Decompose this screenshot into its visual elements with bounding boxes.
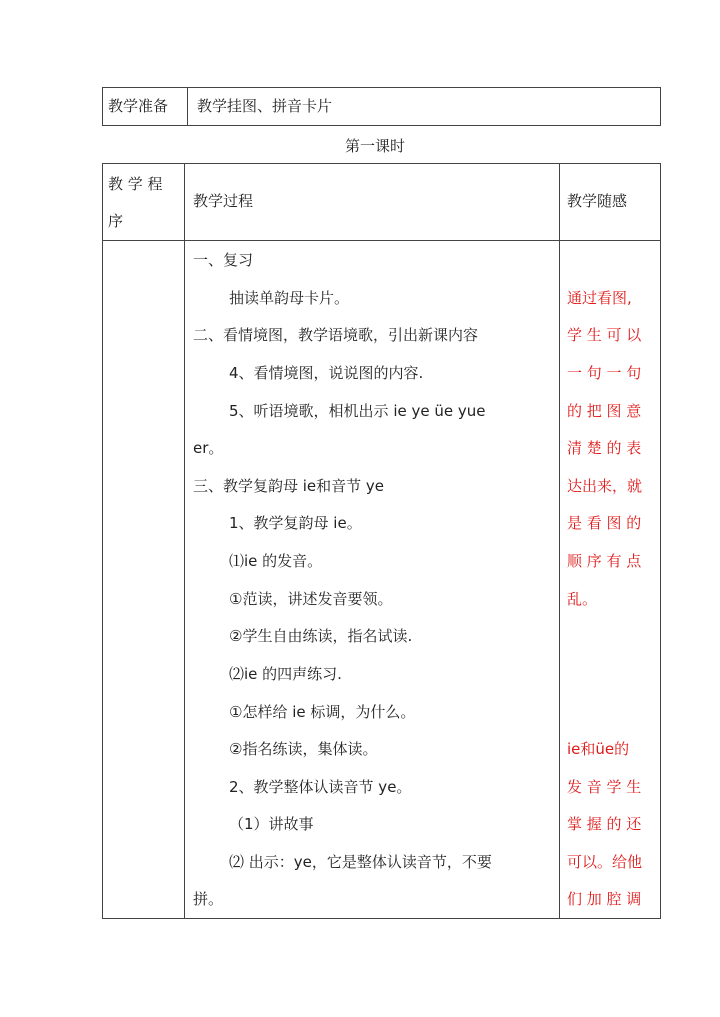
prep-value: 教学挂图、拼音卡片 [197,97,333,115]
process-line: ⑴ie 的发音。 [229,552,323,570]
process-line: er。 [193,439,224,457]
process-line: 拼。 [193,890,224,908]
prep-table-divider [187,87,188,126]
process-line: 4、看情境图，说说图的内容. [229,364,424,382]
process-line: 5、听语境歌，相机出示 ie ye üe yue [229,402,486,420]
prep-table-bottom-border [102,125,661,126]
header-procedure-line1: 教 学 程 [108,175,163,193]
lesson-table-bottom-border [102,918,661,919]
process-line: ②指名练读，集体读。 [229,740,378,758]
reflection-line: 一 句 一 句 [567,364,642,382]
reflection-line: 掌 握 的 还 [567,815,642,833]
reflection-line: 通过看图, [567,289,632,307]
reflection-line: 们 加 腔 调 [567,890,642,908]
process-line: ⑵ie 的四声练习. [229,665,342,683]
header-reflection: 教学随感 [567,192,628,210]
process-line: 1、教学复韵母 ie。 [229,514,362,532]
process-line: 抽读单韵母卡片。 [229,289,350,307]
process-line: ①范读，讲述发音要领。 [229,590,393,608]
reflection-line: 乱。 [567,590,598,608]
prep-table-left-border [102,87,103,126]
lesson-table-divider-1 [184,163,185,919]
lesson-table-left-border [102,163,103,919]
reflection-line: 达出来，就 [567,477,643,495]
prep-table-right-border [660,87,661,126]
lesson-table-header-border [102,240,661,241]
reflection-line: 发 音 学 生 [567,778,642,796]
reflection-line: 的 把 图 意 [567,402,642,420]
reflection-line: ie和üe的 [567,740,630,758]
process-line: 2、教学整体认读音节 ye。 [229,778,412,796]
process-line: ①怎样给 ie 标调，为什么。 [229,703,416,721]
prep-table-top-border [102,87,661,88]
header-process: 教学过程 [193,192,254,210]
reflection-line: 清 楚 的 表 [567,439,642,457]
reflection-line: 学 生 可 以 [567,326,642,344]
lesson-table-top-border [102,163,661,164]
process-line: 二、看情境图，教学语境歌，引出新课内容 [193,326,479,344]
process-line: ②学生自由练读，指名试读. [229,627,413,645]
header-procedure-line2: 序 [108,212,124,230]
process-line: 一、复习 [193,251,254,269]
session-title: 第一课时 [345,137,406,155]
prep-label: 教学准备 [108,97,169,115]
reflection-line: 是 看 图 的 [567,514,642,532]
reflection-line: 顺 序 有 点 [567,552,642,570]
process-line: ⑵ 出示：ye，它是整体认读音节，不要 [229,853,492,871]
process-line: 三、教学复韵母 ie和音节 ye [193,477,385,495]
lesson-table-right-border [660,163,661,919]
process-line: （1）讲故事 [229,815,314,833]
reflection-line: 可以。给他 [567,853,643,871]
lesson-table-divider-2 [559,163,560,919]
